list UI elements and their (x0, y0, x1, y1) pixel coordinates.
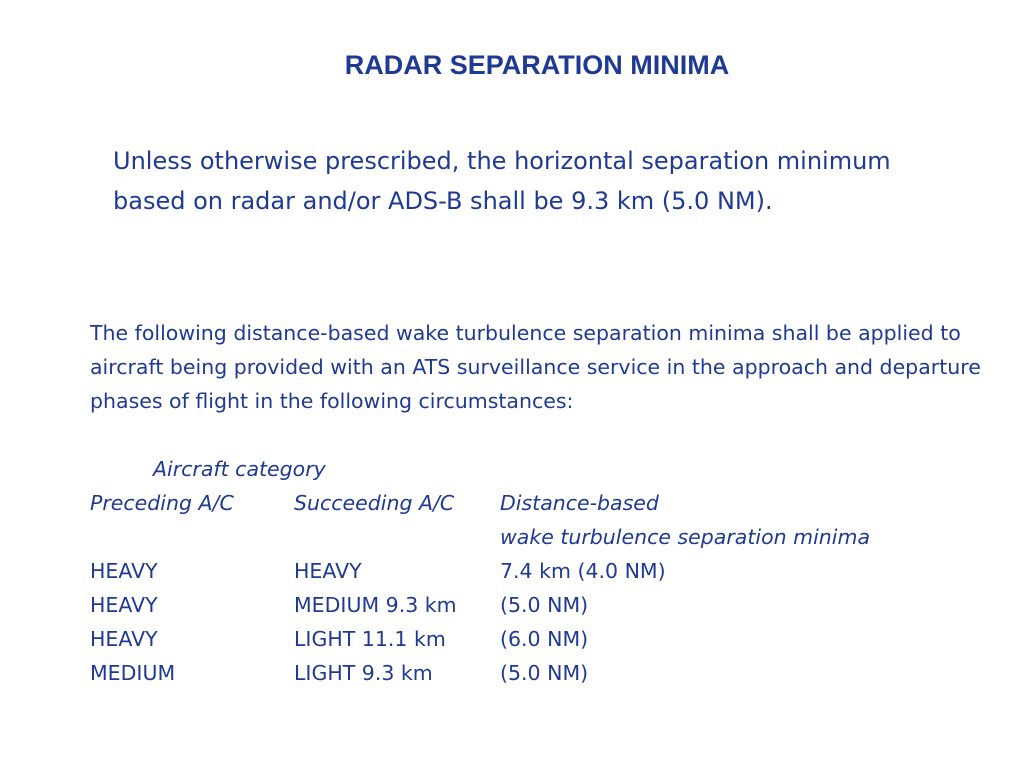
header-distance-line1: Distance-based (500, 491, 659, 515)
row-preceding: HEAVY (90, 559, 158, 583)
row-preceding: HEAVY (90, 593, 158, 617)
row-succeeding: LIGHT 9.3 km (294, 661, 433, 685)
header-preceding: Preceding A/C (90, 491, 234, 515)
separation-table (90, 452, 990, 690)
row-distance: (5.0 NM) (500, 661, 589, 685)
intro-paragraph: Unless otherwise prescribed, the horizontal separation minimum based on radar and/or ADS-B shall be 9.3 km (5.0 NM). (113, 147, 891, 215)
table-row (90, 656, 990, 690)
header-row (90, 486, 990, 520)
body-paragraph: The following distance-based wake turbulence separation minima shall be applied to aircraft being provided with an ATS surveillance service in the approach and departure phases of flight in the following circumstances: (90, 321, 981, 413)
row-distance: (5.0 NM) (500, 593, 589, 617)
table-row (90, 554, 990, 588)
category-row (90, 452, 990, 486)
row-preceding: HEAVY (90, 627, 158, 651)
table-row (90, 588, 990, 622)
row-succeeding: LIGHT 11.1 km (294, 627, 446, 651)
slide-title: RADAR SEPARATION MINIMA (344, 50, 730, 80)
row-succeeding: HEAVY (294, 559, 362, 583)
header-succeeding: Succeeding A/C (294, 491, 455, 515)
row-preceding: MEDIUM (90, 661, 176, 685)
row-succeeding: MEDIUM 9.3 km (294, 593, 457, 617)
row-distance: (6.0 NM) (500, 627, 589, 651)
table-row (90, 622, 990, 656)
category-label: Aircraft category (153, 457, 326, 481)
header-distance-line2: wake turbulence separation minima (500, 525, 871, 549)
header-row-continued (90, 520, 990, 554)
row-distance: 7.4 km (4.0 NM) (500, 559, 666, 583)
